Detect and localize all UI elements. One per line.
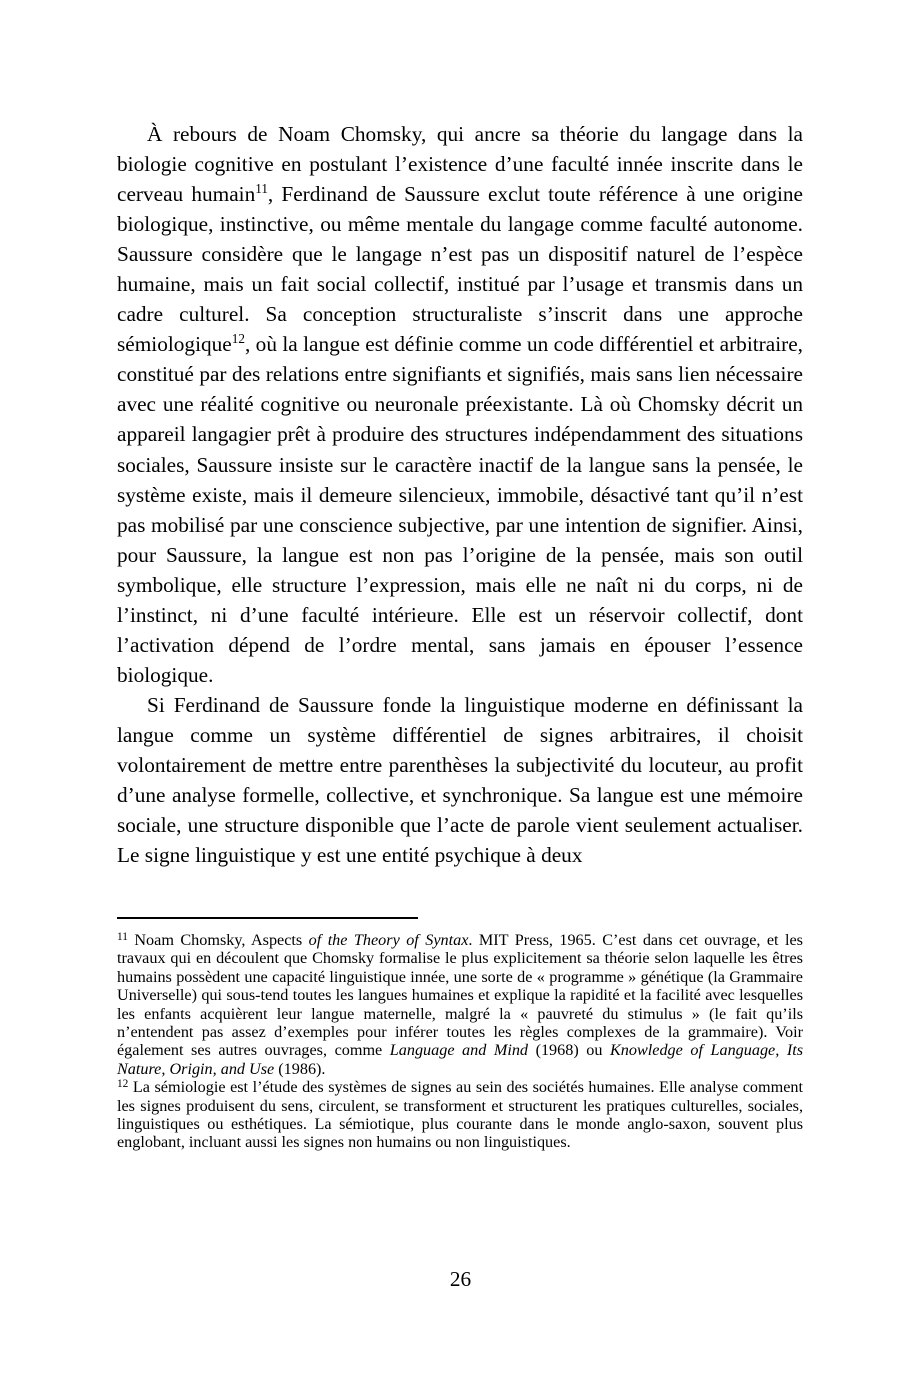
footnote-reference[interactable]: 12 bbox=[231, 331, 245, 347]
paragraph-text: Si Ferdinand de Saussure fonde la linguistique moderne en définissant la langue comme un système différentiel de signes arbitraires, il choisit volontairement de mettre entre parenthèses la subjectivité du locuteur, au profit d’une analyse formelle, collective, et synchronique. Sa langue est une mémoire sociale, une structure disponible que l’acte de parole vient seulement actualiser. Le signe linguistique y est une entité psychique à deux bbox=[117, 692, 803, 868]
footnote-reference[interactable]: 11 bbox=[255, 180, 268, 196]
paragraph bbox=[117, 119, 803, 690]
footnote-text: Noam Chomsky, Aspects bbox=[127, 931, 309, 949]
footnote-text: (1968) ou bbox=[528, 1041, 610, 1060]
footnotes bbox=[117, 931, 803, 1152]
book-title: of the Theory of Syntax bbox=[308, 931, 469, 949]
footnote-number: 12 bbox=[117, 1078, 129, 1091]
paragraph-text: À rebours de Noam Chomsky, qui ancre sa théorie du langage dans la biologie cognitive en postulant l’existence d’une faculté innée inscrite dans le cerveau humain bbox=[117, 122, 803, 207]
footnote-text: . MIT Press, 1965. C’est dans cet ouvrage, et les travaux qui en découlent que Chomsky formalise le plus explicitement sa théorie selon laquelle les êtres humains possèdent une capacité linguistique innée, une sorte de « programme » génétique (la Grammaire Universelle) qui sous-tend toutes les langues humaines et explique la rapidité et la facilité avec lesquelles les enfants acquièrent leur langue maternelle, malgré la « pauvreté du stimulus » (le fait qu’ils n’entendent pas assez d’exemples pour inférer toutes les règles complexes de la grammaire). Voir également ses autres ouvrages, comme bbox=[117, 931, 803, 1060]
footnote-11 bbox=[117, 931, 803, 1078]
footnote-12 bbox=[117, 1078, 803, 1152]
paragraph-text: , Ferdinand de Saussure exclut toute référence à une origine biologique, instinctive, ou même mentale du langage comme faculté autonome. Saussure considère que le langage n’est pas un dispositif naturel de l’espèce humaine, mais un fait social collectif, institué par l’usage et transmis dans un cadre culturel. Sa conception structuraliste s’inscrit dans une approche sémiologique bbox=[117, 182, 803, 357]
book-title: Language and Mind bbox=[389, 1041, 529, 1060]
footnote-text: (1986). bbox=[274, 1059, 326, 1078]
paragraph-text: , où la langue est définie comme un code différentiel et arbitraire, constitué par des relations entre signifiants et signifiés, mais sans lien nécessaire avec une réalité cognitive ou neuronale préexistante. Là où Chomsky décrit un appareil langagier prêt à produire des structures indépendamment des situations sociales, Saussure insiste sur le caractère inactif de la langue sans la pensée, le système existe, mais il demeure silencieux, immobile, désactivé tant qu’il n’est pas mobilisé par une conscience subjective, par une intention de signifier. Ainsi, pour Saussure, la langue est non pas l’origine de la pensée, mais son outil symbolique, elle structure l’expression, mais elle ne naît ni du corps, ni de l’instinct, ni d’une faculté intérieure. Elle est un réservoir collectif, dont l’activation dépend de l’ordre mental, sans jamais en épouser l’essence biologique. bbox=[117, 332, 803, 687]
footnote-text: La sémiologie est l’étude des systèmes de signes au sein des sociétés humaines. Elle analyse comment les signes produisent du sens, circulent, se transforment et structurent les pratiques culturelles, sociales, linguistiques ou esthétiques. La sémiotique, plus courante dans le monde anglo-saxon, souvent plus englobant, incluant aussi les signes non humains ou non linguistiques. bbox=[117, 1078, 803, 1152]
paragraph bbox=[117, 690, 803, 870]
footnote-separator bbox=[117, 917, 418, 919]
main-text bbox=[117, 119, 803, 870]
book-title: Knowledge of Language, Its Nature, Origin, and Use bbox=[117, 1041, 804, 1078]
page-number: 26 bbox=[449, 1267, 472, 1291]
footnote-number: 11 bbox=[117, 930, 128, 943]
